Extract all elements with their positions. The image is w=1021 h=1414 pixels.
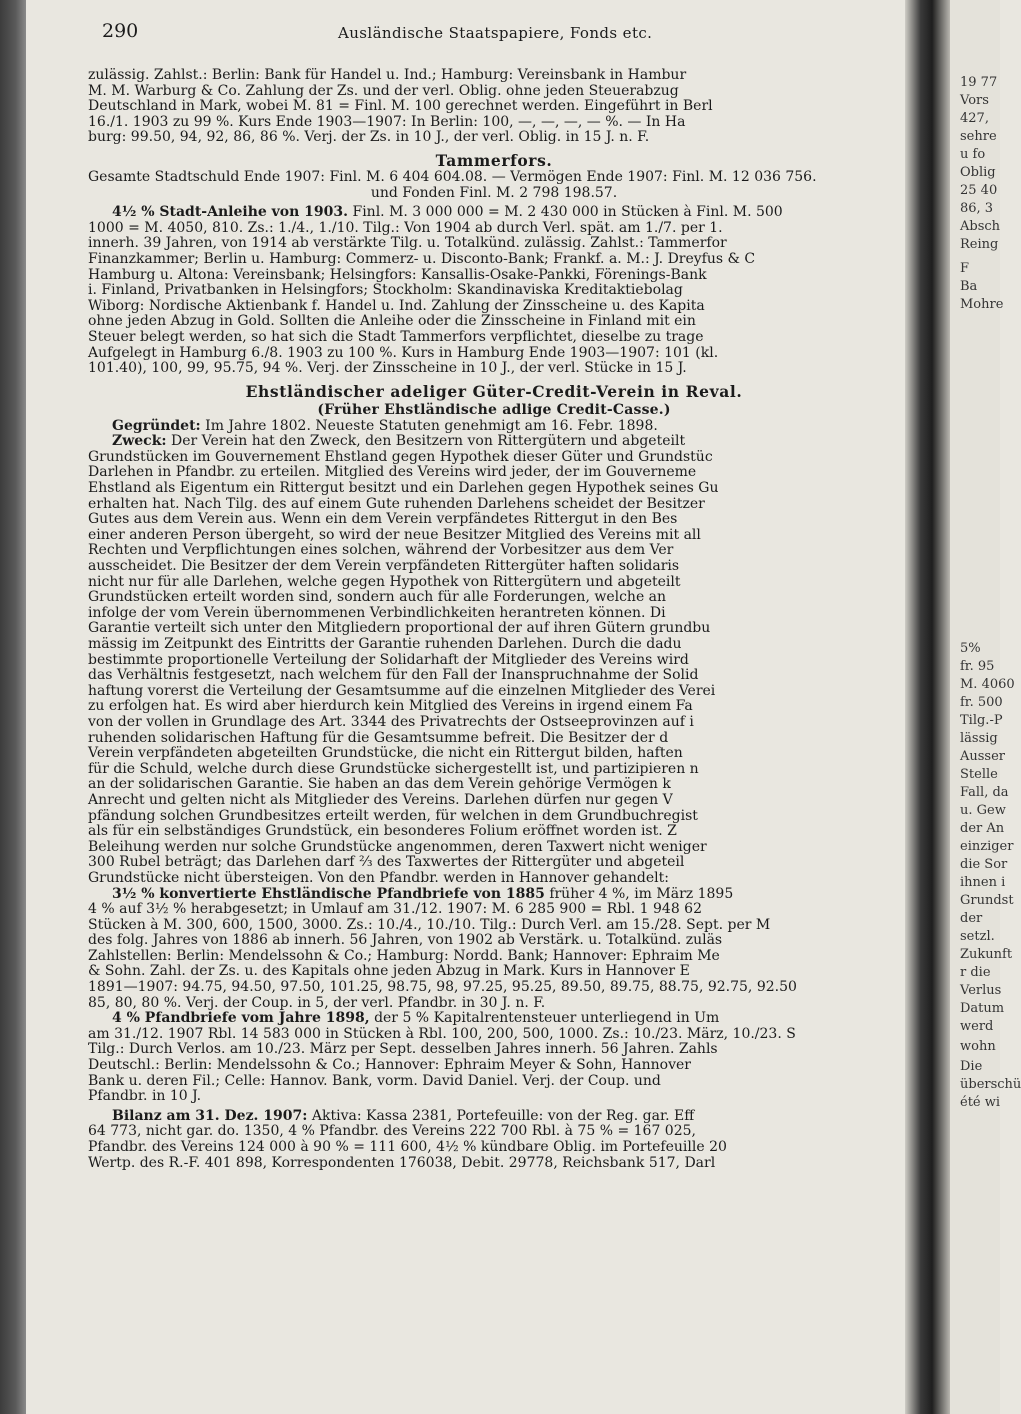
facing-page-fragment: Datum bbox=[960, 1001, 1005, 1016]
tammerfors-summary bbox=[88, 170, 900, 201]
running-head: Ausländische Staatspapiere, Fonds etc. bbox=[338, 24, 653, 42]
text-line: Beleihung werden nur solche Grundstücke angenommen, deren Taxwert nicht weniger bbox=[88, 838, 707, 855]
facing-page-fragment: Mohre bbox=[960, 297, 1004, 312]
text-line: Grundstücken im Gouvernement Ehstland gegen Hypothek dieser Güter und Grundstüc bbox=[88, 448, 713, 465]
text-line: Grundstücke nicht übersteigen. Von den Pfandbr. werden in Hannover gehandelt: bbox=[88, 869, 669, 886]
book-gutter bbox=[905, 0, 950, 1414]
issue-title: 4 % Pfandbriefe vom Jahre 1898, bbox=[112, 1010, 370, 1027]
page-body bbox=[88, 68, 900, 1171]
text-line: 1891—1907: 94.75, 94.50, 97.50, 101.25, 98.75, 98, 97.25, 95.25, 89.50, 89.75, 88.75, 92.75, 92.50 bbox=[88, 979, 797, 996]
text-line bbox=[88, 1011, 900, 1027]
loan-text: Finl. M. 3 000 000 = M. 2 430 000 in Stücken à Finl. M. 500 bbox=[352, 204, 783, 221]
balance-title: Bilanz am 31. Dez. 1907: bbox=[112, 1107, 308, 1124]
book-page bbox=[88, 14, 900, 1404]
text-line: erhalten hat. Nach Tilg. des auf einem Gute ruhenden Darlehens scheidet der Besitzer bbox=[88, 495, 705, 512]
loan-title: 4½ % Stadt-Anleihe von 1903. bbox=[112, 204, 349, 221]
tammerfors-loan bbox=[88, 205, 900, 377]
facing-page-fragment: Ausser bbox=[960, 749, 1006, 764]
text-line: Deutschland in Mark, wobei M. 81 = Finl. M. 100 gerechnet werden. Eingeführt in Berl bbox=[88, 98, 713, 115]
purpose-label: Zweck: bbox=[112, 433, 167, 450]
facing-page-fragment: Vors bbox=[960, 93, 989, 108]
facing-page-fragment: été wi bbox=[960, 1095, 1001, 1110]
text-line: Verein verpfändeten abgeteilten Grundstücke, die nicht ein Rittergut bilden, haften bbox=[88, 745, 683, 762]
text-line: Deutschl.: Berlin: Mendelssohn & Co.; Hannover: Ephraim Meyer & Sohn, Hannover bbox=[88, 1057, 691, 1074]
text-line: 85, 80, 80 %. Verj. der Coup. in 5, der verl. Pfandbr. in 30 J. n. F. bbox=[88, 994, 546, 1011]
facing-page-fragment: u fo bbox=[960, 147, 986, 162]
founded-text: Im Jahre 1802. Neueste Statuten genehmigt am 16. Febr. 1898. bbox=[205, 417, 658, 434]
text-line bbox=[88, 887, 900, 903]
text-line: Wertp. des R.-F. 401 898, Korrespondenten 176038, Debit. 29778, Reichsbank 517, Darl bbox=[88, 1154, 716, 1171]
facing-page-fragment: Oblig bbox=[960, 165, 996, 180]
facing-page-fragment: F bbox=[960, 261, 970, 276]
text-line: am 31./12. 1907 Rbl. 14 583 000 in Stücken à Rbl. 100, 200, 500, 1000. Zs.: 10./23. März, 10./23. S bbox=[88, 1025, 796, 1042]
text-line: & Sohn. Zahl. der Zs. u. des Kapitals ohne jeden Abzug in Mark. Kurs in Hannover E bbox=[88, 963, 690, 980]
text-line: Steuer belegt werden, so hat sich die Stadt Tammerfors verpflichtet, dieselbe zu trage bbox=[88, 328, 704, 345]
text-line: i. Finland, Privatbanken in Helsingfors; Stockholm: Skandinaviska Kreditaktiebolag bbox=[88, 282, 683, 299]
facing-page-fragment: 25 40 bbox=[960, 183, 998, 198]
issue-text: der 5 % Kapitalrentensteuer unterliegend in Um bbox=[374, 1010, 720, 1027]
text-line: ruhenden solidarischen Haftung für die Gesamtsumme befreit. Die Besitzer der d bbox=[88, 729, 669, 746]
text-line: Ehstland als Eigentum ein Rittergut besitzt und ein Darlehen gegen Hypothek seines Gu bbox=[88, 480, 719, 497]
text-line: infolge der vom Verein übernommenen Verbindlichkeiten herantreten können. Di bbox=[88, 604, 666, 621]
reval-issue-1898 bbox=[88, 1011, 900, 1105]
page-header bbox=[88, 14, 900, 54]
text-line: und Fonden Finl. M. 2 798 198.57. bbox=[370, 184, 618, 201]
facing-page-fragment: die Sor bbox=[960, 857, 1008, 872]
balance-text: Aktiva: Kassa 2381, Portefeuille: von der Reg. gar. Eff bbox=[311, 1107, 695, 1124]
reval-issue-1885 bbox=[88, 887, 900, 1012]
text-line: 4 % auf 3½ % herabgesetzt; in Umlauf am 31./12. 1907: M. 6 285 900 = Rbl. 1 948 62 bbox=[88, 901, 702, 918]
facing-page-fragment: Fall, da bbox=[960, 785, 1009, 800]
text-line: pfändung solchen Grundbesitzes erteilt werden, für welchen in dem Grundbuchregist bbox=[88, 807, 698, 824]
text-line: Garantie verteilt sich unter den Mitgliedern proportional der auf ihren Gütern grundbu bbox=[88, 620, 711, 637]
founded-label: Gegründet: bbox=[112, 417, 201, 434]
facing-page-fragment: Verlus bbox=[960, 983, 1002, 998]
text-line: Rechten und Verpflichtungen eines solchen, während der Vorbesitzer aus dem Ver bbox=[88, 542, 674, 559]
facing-page-fragment: 86, 3 bbox=[960, 201, 994, 216]
text-line: innerh. 39 Jahren, von 1914 ab verstärkte Tilg. u. Totalkünd. zulässig. Zahlst.: Tammerfor bbox=[88, 235, 727, 252]
text-line: Aufgelegt in Hamburg 6./8. 1903 zu 100 %. Kurs in Hamburg Ende 1903—1907: 101 (kl. bbox=[88, 344, 719, 361]
text-line: des folg. Jahres von 1886 ab innerh. 56 Jahren, von 1902 ab Verstärk. u. Totalkünd. zuläs bbox=[88, 932, 723, 949]
facing-page-fragment: ihnen i bbox=[960, 875, 1006, 890]
text-line: zu erfolgen hat. Es wird aber hierdurch kein Mitglied des Vereins in irgend einem Fa bbox=[88, 698, 693, 715]
facing-page-fragment: der bbox=[960, 911, 983, 926]
text-line: das Verhältnis festgesetzt, nach welchem für den Fall der Inanspruchnahme der Solid bbox=[88, 667, 699, 684]
reval-purpose bbox=[88, 434, 900, 886]
intro-paragraph bbox=[88, 68, 900, 146]
facing-page-fragment: Stelle bbox=[960, 767, 998, 782]
text-line: 1000 = M. 4050, 810. Zs.: 1./4., 1./10. Tilg.: Von 1904 ab durch Verl. spät. am 1./7. per 1. bbox=[88, 219, 723, 236]
text-line: als für ein selbständiges Grundstück, ein besonderes Folium eröffnet worden ist. Z bbox=[88, 823, 677, 840]
issue-title: 3½ % konvertierte Ehstländische Pfandbriefe von 1885 bbox=[112, 885, 545, 902]
facing-page-fragment: setzl. bbox=[960, 929, 995, 944]
text-line: Bank u. deren Fil.; Celle: Hannov. Bank, vorm. David Daniel. Verj. der Coup. und bbox=[88, 1072, 661, 1089]
facing-page-fragment: Grundst bbox=[960, 893, 1014, 908]
facing-page-fragment: Absch bbox=[960, 219, 1001, 234]
text-line: für die Schuld, welche durch diese Grundstücke sichergestellt ist, und partizipieren n bbox=[88, 760, 699, 777]
facing-page-fragment: u. Gew bbox=[960, 803, 1006, 818]
scan-edge-left bbox=[0, 0, 26, 1414]
facing-page-fragment: Ba bbox=[960, 279, 978, 294]
text-line: Anrecht und gelten nicht als Mitglieder des Vereins. Darlehen dürfen nur gegen V bbox=[88, 791, 673, 808]
text-line: Gesamte Stadtschuld Ende 1907: Finl. M. 6 404 604.08. — Vermögen Ende 1907: Finl. M. 12 036 756. bbox=[88, 168, 817, 185]
text-line: 16./1. 1903 zu 99 %. Kurs Ende 1903—1907: In Berlin: 100, —, —, —, — %. — In Ha bbox=[88, 113, 686, 130]
text-line: Wiborg: Nordische Aktienbank f. Handel u. Ind. Zahlung der Zinsscheine u. des Kapita bbox=[88, 297, 705, 314]
text-line: von der vollen in Grundlage des Art. 3344 des Privatrechts der Ostseeprovinzen auf i bbox=[88, 713, 694, 730]
facing-page-fragment: sehre bbox=[960, 129, 997, 144]
text-line: nicht nur für alle Darlehen, welche gegen Hypothek von Rittergütern und abgeteilt bbox=[88, 573, 681, 590]
text-line: an der solidarischen Garantie. Sie haben an das dem Verein gehörige Vermögen k bbox=[88, 776, 671, 793]
facing-page-fragment: Zukunft bbox=[960, 947, 1013, 962]
facing-page-fragment: wohn bbox=[960, 1039, 996, 1054]
facing-page-fragment: fr. 500 bbox=[960, 695, 1003, 710]
section-heading-tammerfors: Tammerfors. bbox=[435, 150, 553, 170]
text-line: Tilg.: Durch Verlos. am 10./23. März per Sept. desselben Jahres innerh. 56 Jahren. Zahls bbox=[88, 1041, 718, 1058]
text-line: Zahlstellen: Berlin: Mendelssohn & Co.; Hamburg: Nordd. Bank; Hannover: Ephraim Me bbox=[88, 947, 720, 964]
text-line: 101.40), 100, 99, 95.75, 94 %. Verj. der Zinsscheine in 10 J., der verl. Stücke in 15 J. bbox=[88, 360, 687, 377]
page-number: 290 bbox=[102, 20, 139, 42]
text-line: einer anderen Person übergeht, so wird der neue Besitzer Mitglied des Vereins mit all bbox=[88, 526, 701, 543]
text-line: Stücken à M. 300, 600, 1500, 3000. Zs.: 10./4., 10./10. Tilg.: Durch Verl. am 15./28. Sept. per M bbox=[88, 916, 771, 933]
text-line: 300 Rubel beträgt; das Darlehen darf ⅔ des Taxwertes der Rittergüter und abgeteil bbox=[88, 854, 685, 871]
text-line: Darlehen in Pfandbr. zu erteilen. Mitglied des Vereins wird jeder, der im Gouverneme bbox=[88, 464, 697, 481]
reval-founded bbox=[88, 419, 900, 435]
facing-page-fragment: einziger bbox=[960, 839, 1014, 854]
text-line bbox=[88, 205, 900, 221]
text-line: bestimmte proportionelle Verteilung der Solidarhaft der Mitglieder des Vereins wird bbox=[88, 651, 689, 668]
text-line: ohne jeden Abzug in Gold. Sollten die Anleihe oder die Zinsscheine in Finland mit ein bbox=[88, 313, 696, 330]
facing-page-fragment: lässig bbox=[960, 731, 998, 746]
text-line: haftung vorerst die Verteilung der Gesamtsumme auf die einzelnen Mitglieder des Verei bbox=[88, 682, 716, 699]
text-line: Finanzkammer; Berlin u. Hamburg: Commerz- u. Disconto-Bank; Frankf. a. M.: J. Dreyfus & C bbox=[88, 250, 756, 267]
facing-page-fragment: 19 77 bbox=[960, 75, 998, 90]
facing-page bbox=[950, 0, 1021, 1414]
text-line: mässig im Zeitpunkt des Eintritts der Garantie ruhenden Darlehen. Durch die dadu bbox=[88, 636, 682, 652]
text-line bbox=[88, 419, 900, 435]
text-line: M. M. Warburg & Co. Zahlung der Zs. und der verl. Oblig. ohne jeden Steuerabzug bbox=[88, 82, 679, 99]
text-line: Pfandbr. des Vereins 124 000 à 90 % = 111 600, 4½ % kündbare Oblig. im Portefeuille 20 bbox=[88, 1139, 727, 1155]
text-line: zulässig. Zahlst.: Berlin: Bank für Handel u. Ind.; Hamburg: Vereinsbank in Hambur bbox=[88, 67, 687, 83]
facing-page-fragment: Tilg.-P bbox=[960, 713, 1003, 728]
facing-page-fragment: fr. 95 bbox=[960, 659, 995, 674]
section-heading-reval: Ehstländischer adeliger Güter-Credit-Verein in Reval. bbox=[245, 381, 743, 401]
facing-page-fragment: 5% bbox=[960, 641, 981, 656]
text-line bbox=[88, 434, 900, 450]
facing-page-fragment: der An bbox=[960, 821, 1005, 836]
text-line: 64 773, nicht gar. do. 1350, 4 % Pfandbr. des Vereins 222 700 Rbl. à 75 % = 167 025, bbox=[88, 1123, 696, 1140]
facing-page-fragment: r die bbox=[960, 965, 991, 980]
facing-page-fragment: Reing bbox=[960, 237, 999, 252]
facing-page-fragment: Die bbox=[960, 1059, 983, 1074]
text-line: ausscheidet. Die Besitzer der dem Verein verpfändeten Rittergüter haften solidaris bbox=[88, 558, 680, 575]
text-line: Gutes aus dem Verein aus. Wenn ein dem Verein verpfändetes Rittergut in den Bes bbox=[88, 511, 678, 528]
text-line: Hamburg u. Altona: Vereinsbank; Helsingfors: Kansallis-Osake-Pankki, Förenings-Bank bbox=[88, 266, 707, 283]
text-line: Pfandbr. in 10 J. bbox=[88, 1088, 202, 1105]
issue-text: früher 4 %, im März 1895 bbox=[549, 885, 734, 902]
facing-page-fragment: M. 4060 bbox=[960, 677, 1015, 692]
purpose-text: Der Verein hat den Zweck, den Besitzern von Rittergütern und abgeteilt bbox=[171, 433, 686, 450]
facing-page-fragment: 427, bbox=[960, 111, 989, 126]
facing-page-fragment: werd bbox=[960, 1019, 994, 1034]
facing-page-fragment: überschü bbox=[960, 1077, 1021, 1092]
reval-balance bbox=[88, 1109, 900, 1171]
text-line: burg: 99.50, 94, 92, 86, 86 %. Verj. der Zs. in 10 J., der verl. Oblig. in 15 J. n. F. bbox=[88, 129, 650, 146]
text-line: Grundstücken erteilt worden sind, sondern auch für alle Forderungen, welche an bbox=[88, 589, 667, 606]
section-subheading-reval: (Früher Ehstländische adlige Credit-Casse.) bbox=[317, 401, 671, 418]
